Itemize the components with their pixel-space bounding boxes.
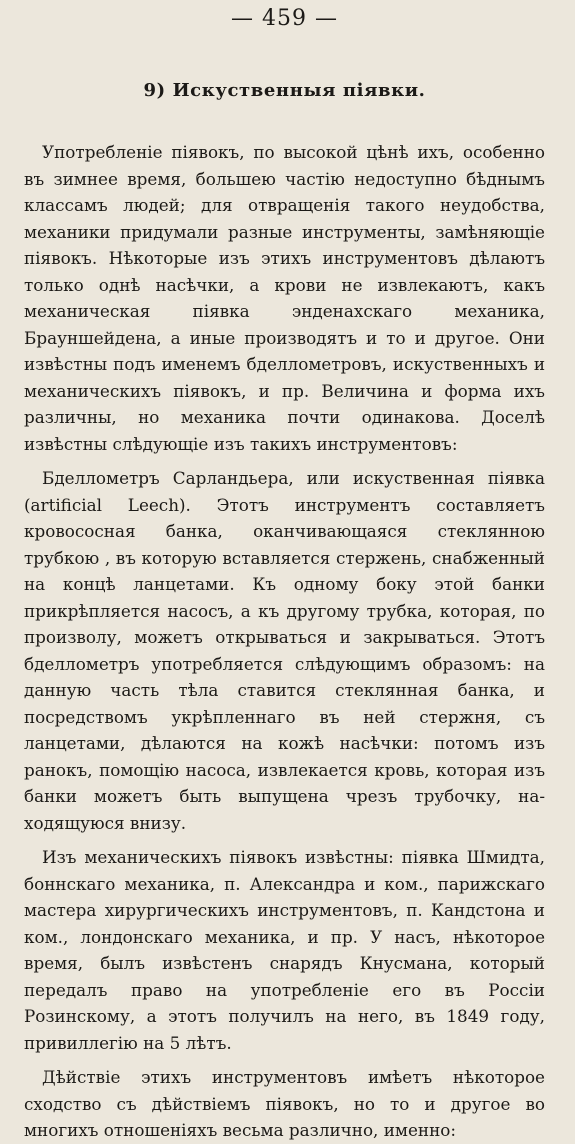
paragraph-action: Дѣйствіе этихъ инструментовъ имѣетъ нѣкоторое сходство съ дѣйствіемъ піявокъ, но то и другое во многихъ отношеніяхъ весьма различно, именно: [24, 1067, 545, 1140]
page-number: — 459 — [231, 6, 338, 31]
paragraph-intro: Употребленіе піявокъ, по высокой цѣнѣ ихъ, особенно въ зимнее время, большею частію недоступно бѣднымъ классамъ людей; для отвращенія такого неудобства, механики придумали разные инструменты, замѣняющіе піявокъ. Нѣкоторые изъ этихъ инструментовъ дѣлаютъ только однѣ насѣчки, а крови не извлекаютъ, какъ механическая піявка энденахскаго механика, Брауншейдена, а иные производятъ и то и другое. Они извѣстны подъ именемъ бделлометровъ, искуственныхъ и механическихъ піявокъ, и пр. Величина и форма ихъ различны, но механика почти одинакова. Доселѣ извѣстны слѣдующіе изъ такихъ инструментовъ: [24, 142, 545, 454]
paragraph-sarlandiere: Бделлометръ Сарландьера, или искуственная піявка (artificial Leech). Этотъ инструментъ составляетъ кровососная банка, оканчивающаяся стеклянною трубкою , въ которую вставляется стержень, снабженный на концѣ ланцетами. Къ одному боку этой банки прикрѣпляется насосъ, а къ другому трубка, которая, по произволу, можетъ открываться и закрываться. Этотъ бделлометръ употребляется слѣдующимъ образомъ: на данную часть тѣла ставится стеклянная банка, и посредствомъ укрѣпленнаго въ ней стержня, съ ланцетами, дѣлаются на кожѣ насѣчки: потомъ изъ ранокъ, помощію насоса, извлекается кровь, которая изъ банки можетъ быть выпущена чрезъ трубочку, находящуюся внизу. [24, 468, 545, 833]
paragraph-mechanical-leeches: Изъ механическихъ піявокъ извѣстны: піявка Шмидта, боннскаго механика, п. Александра и ком., парижскаго мастера хирургическихъ инструментовъ, п. Кандстона и ком., лондонскаго механика, и пр. У насъ, нѣкоторое время, былъ извѣстенъ снарядъ Кнусмана, который передалъ право на употребленіе его въ Россіи Розинскому, а этотъ получилъ на него, въ 1849 году, привиллегію на 5 лѣтъ. [24, 847, 545, 1053]
body-text [24, 139, 545, 1144]
section-heading: 9) Искуственныя піявки. [143, 80, 426, 101]
